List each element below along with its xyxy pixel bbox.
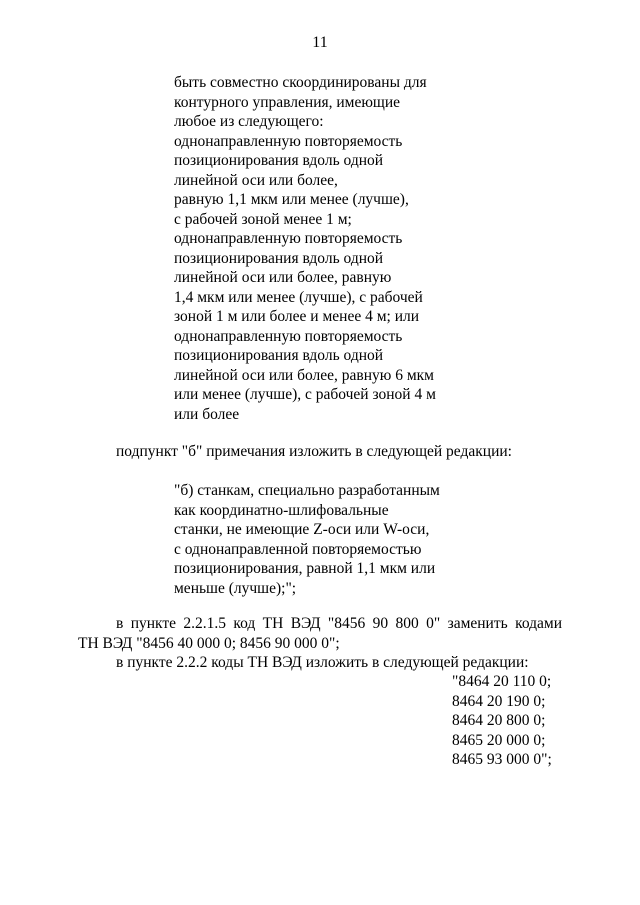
text-line: в пункте 2.2.2 коды ТН ВЭД изложить в следующей редакции: xyxy=(116,654,529,671)
code-line: 8465 20 000 0; xyxy=(452,731,546,749)
text-line: однонаправленную повторяемость xyxy=(174,327,403,345)
text-line: любое из следующего: xyxy=(174,113,324,130)
code-line: 8464 20 800 0; xyxy=(452,712,546,729)
text-line: меньше (лучше);"; xyxy=(174,579,297,597)
text-line: однонаправленную повторяемость xyxy=(174,230,403,247)
text-line: контурного управления, имеющие xyxy=(174,93,401,111)
text-line: с рабочей зоной менее 1 м; xyxy=(174,210,352,228)
amendment-paragraph xyxy=(116,653,529,673)
text-line: линейной оси или более, xyxy=(174,171,338,189)
text-line: или более xyxy=(174,405,240,423)
tn-ved-codes-list xyxy=(452,672,552,770)
text-line: или менее (лучше), с рабочей зоной 4 м xyxy=(174,386,436,403)
text-line: позиционирования вдоль одной xyxy=(174,249,384,267)
text-line: "б) станкам, специально разработанным xyxy=(174,482,440,499)
list-text-block xyxy=(174,73,436,424)
text-line: позиционирования вдоль одной xyxy=(174,347,384,364)
text-line: однонаправленную повторяемость xyxy=(174,132,403,150)
text-line: равную 1,1 мкм или менее (лучше), xyxy=(174,191,409,208)
text-line: 1,4 мкм или менее (лучше), с рабочей xyxy=(174,288,423,306)
code-line: "8464 20 110 0; xyxy=(452,673,552,690)
code-line: 8465 93 000 0"; xyxy=(452,751,552,768)
text-line: линейной оси или более, равную xyxy=(174,269,392,286)
text-line: ТН ВЭД "8456 40 000 0; 8456 90 000 0"; xyxy=(78,634,340,652)
code-replacement-paragraph xyxy=(78,614,562,653)
text-line: подпункт "б" примечания изложить в следующей редакции: xyxy=(116,443,512,460)
text-line: станки, не имеющие Z-оси или W-оси, xyxy=(174,521,430,538)
text-line: зоной 1 м или более и менее 4 м; или xyxy=(174,308,420,325)
page-number: 11 xyxy=(312,34,328,51)
quoted-amendment-block xyxy=(174,481,440,598)
text-line: линейной оси или более, равную 6 мкм xyxy=(174,366,434,384)
amendment-paragraph xyxy=(116,442,512,462)
text-line: как координатно-шлифовальные xyxy=(174,501,389,519)
text-line: быть совместно скоординированы для xyxy=(174,74,427,91)
text-line: позиционирования, равной 1,1 мкм или xyxy=(174,560,436,577)
text-line: позиционирования вдоль одной xyxy=(174,152,384,169)
text-line: в пункте 2.2.1.5 код ТН ВЭД "8456 90 800 0" заменить кодами xyxy=(116,615,562,632)
code-line: 8464 20 190 0; xyxy=(452,692,546,710)
text-line: с однонаправленной повторяемостью xyxy=(174,540,422,558)
